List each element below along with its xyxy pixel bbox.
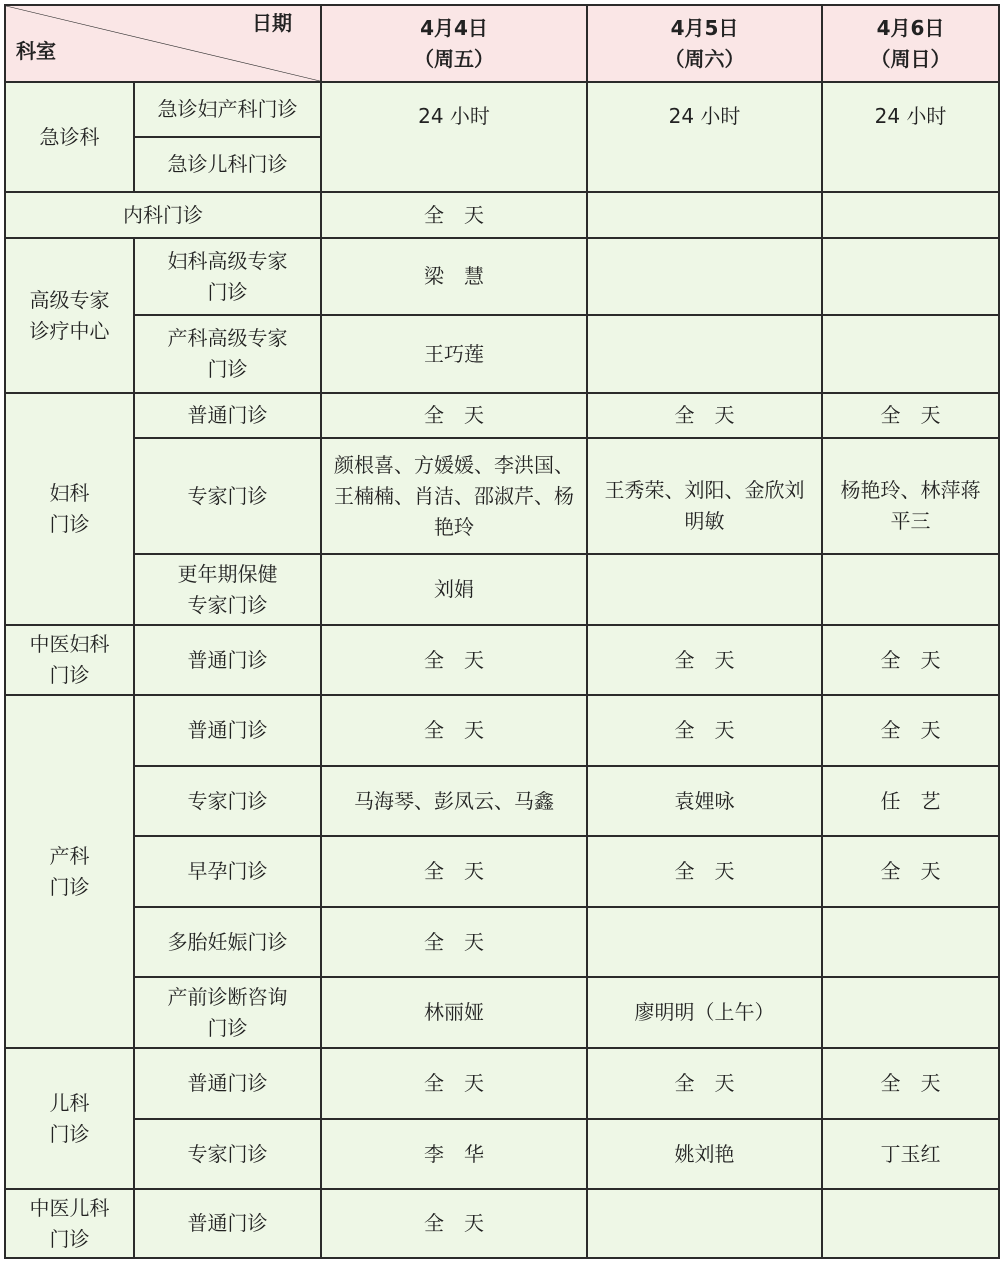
gyn-general-day-2: 全 天 [587, 393, 822, 438]
obs-expert-day-2: 袁娌咏 [587, 766, 822, 836]
peds-expert-day-1: 李 华 [321, 1119, 587, 1189]
dept-gyn [5, 393, 134, 625]
obs-multi-day-2 [587, 907, 822, 977]
dept-tcm-peds [5, 1189, 134, 1258]
sub-gyn-menopause [134, 554, 321, 625]
sub-obs-prenatal [134, 977, 321, 1048]
table-row [5, 977, 999, 1048]
dept-obs-label: 产科门诊 [49, 843, 90, 899]
table-row [5, 82, 999, 137]
gyn-expert-day-3 [822, 438, 999, 554]
obs-prenatal-day-1: 林丽娅 [321, 977, 587, 1048]
dept-senior-expert [5, 238, 134, 393]
table-row [5, 393, 999, 438]
sub-emergency-obgyn: 急诊妇产科门诊 [134, 82, 321, 137]
gyn-expert-day-1 [321, 438, 587, 554]
day-3-weekday: （周日） [870, 46, 951, 71]
gyn-expert-day-2-text: 王秀荣、刘阳、金欣刘明敏 [604, 478, 805, 533]
emergency-day-3: 24 小时 [822, 82, 999, 192]
table-row [5, 315, 999, 393]
obs-expert-day-1: 马海琴、彭凤云、马鑫 [321, 766, 587, 836]
obs-general-day-1: 全 天 [321, 695, 587, 766]
sub-gyn-menopause-label: 更年期保健专家门诊 [177, 561, 278, 617]
department-column-label: 科室 [16, 39, 56, 63]
obs-expert-day-3: 任 艺 [822, 766, 999, 836]
dept-gyn-label: 妇科门诊 [49, 481, 90, 536]
obs-multi-day-1: 全 天 [321, 907, 587, 977]
date-column-label: 日期 [252, 11, 292, 35]
tcm-peds-day-1: 全 天 [321, 1189, 587, 1258]
header-row [5, 5, 999, 82]
day-1-date: 4月4日 [420, 15, 488, 40]
sub-senior-obs [134, 315, 321, 393]
clinic-schedule-table [4, 4, 1000, 1259]
dept-obs [5, 695, 134, 1048]
sub-peds-expert: 专家门诊 [134, 1119, 321, 1189]
dept-tcm-peds-label: 中医儿科门诊 [29, 1195, 110, 1251]
sub-obs-general: 普通门诊 [134, 695, 321, 766]
table-row [5, 554, 999, 625]
peds-general-day-3: 全 天 [822, 1048, 999, 1119]
header-day-3 [822, 5, 999, 82]
sub-peds-general: 普通门诊 [134, 1048, 321, 1119]
table-row [5, 625, 999, 695]
tcm-gyn-day-1: 全 天 [321, 625, 587, 695]
table-row [5, 1119, 999, 1189]
sub-obs-multi: 多胎妊娠门诊 [134, 907, 321, 977]
emergency-day-1: 24 小时 [321, 82, 587, 192]
sub-obs-early: 早孕门诊 [134, 836, 321, 907]
obs-prenatal-day-3 [822, 977, 999, 1048]
table-row [5, 192, 999, 238]
header-corner-cell [5, 5, 321, 82]
senior-gyn-day-1: 梁 慧 [321, 238, 587, 315]
table-row [5, 1189, 999, 1258]
table-row [5, 1048, 999, 1119]
obs-early-day-3: 全 天 [822, 836, 999, 907]
dept-internal: 内科门诊 [5, 192, 321, 238]
obs-prenatal-day-2: 廖明明（上午） [587, 977, 822, 1048]
internal-day-2 [587, 192, 822, 238]
day-1-weekday: （周五） [414, 46, 494, 71]
internal-day-1: 全 天 [321, 192, 587, 238]
dept-peds-label: 儿科门诊 [49, 1090, 90, 1146]
internal-day-3 [822, 192, 999, 238]
sub-gyn-general: 普通门诊 [134, 393, 321, 438]
dept-senior-expert-label: 高级专家诊疗中心 [29, 287, 110, 343]
obs-general-day-2: 全 天 [587, 695, 822, 766]
sub-senior-gyn-label: 妇科高级专家门诊 [167, 248, 288, 304]
gyn-menopause-day-2 [587, 554, 822, 625]
tcm-gyn-day-3: 全 天 [822, 625, 999, 695]
table-row [5, 438, 999, 554]
obs-general-day-3: 全 天 [822, 695, 999, 766]
header-day-2 [587, 5, 822, 82]
day-2-date: 4月5日 [670, 15, 739, 40]
sub-obs-expert: 专家门诊 [134, 766, 321, 836]
header-day-1 [321, 5, 587, 82]
senior-obs-day-1: 王巧莲 [321, 315, 587, 393]
sub-tcm-peds-general: 普通门诊 [134, 1189, 321, 1258]
senior-gyn-day-2 [587, 238, 822, 315]
tcm-peds-day-2 [587, 1189, 822, 1258]
gyn-general-day-3: 全 天 [822, 393, 999, 438]
gyn-menopause-day-1: 刘娟 [321, 554, 587, 625]
table-row [5, 836, 999, 907]
senior-obs-day-2 [587, 315, 822, 393]
emergency-day-2: 24 小时 [587, 82, 822, 192]
day-2-weekday: （周六） [664, 46, 745, 71]
senior-gyn-day-3 [822, 238, 999, 315]
sub-gyn-expert: 专家门诊 [134, 438, 321, 554]
gyn-menopause-day-3 [822, 554, 999, 625]
gyn-expert-day-1-text: 颜根喜、方媛媛、李洪国、王楠楠、肖洁、邵淑芹、杨艳玲 [334, 452, 574, 539]
dept-peds [5, 1048, 134, 1189]
sub-senior-obs-label: 产科高级专家门诊 [167, 326, 288, 381]
gyn-expert-day-2 [587, 438, 822, 554]
table-row [5, 766, 999, 836]
peds-expert-day-2: 姚刘艳 [587, 1119, 822, 1189]
peds-expert-day-3: 丁玉红 [822, 1119, 999, 1189]
obs-early-day-1: 全 天 [321, 836, 587, 907]
obs-early-day-2: 全 天 [587, 836, 822, 907]
dept-emergency: 急诊科 [5, 82, 134, 192]
sub-emergency-peds: 急诊儿科门诊 [134, 137, 321, 192]
gyn-expert-day-3-text: 杨艳玲、林萍蒋平三 [840, 478, 981, 533]
day-3-date: 4月6日 [876, 15, 945, 40]
table-row [5, 907, 999, 977]
sub-obs-prenatal-label: 产前诊断咨询门诊 [167, 984, 288, 1040]
table-row [5, 695, 999, 766]
tcm-gyn-day-2: 全 天 [587, 625, 822, 695]
table-row [5, 238, 999, 315]
sub-tcm-gyn-general: 普通门诊 [134, 625, 321, 695]
sub-senior-gyn [134, 238, 321, 315]
peds-general-day-2: 全 天 [587, 1048, 822, 1119]
dept-tcm-gyn-label: 中医妇科门诊 [29, 632, 110, 687]
gyn-general-day-1: 全 天 [321, 393, 587, 438]
tcm-peds-day-3 [822, 1189, 999, 1258]
senior-obs-day-3 [822, 315, 999, 393]
dept-tcm-gyn [5, 625, 134, 695]
peds-general-day-1: 全 天 [321, 1048, 587, 1119]
obs-multi-day-3 [822, 907, 999, 977]
